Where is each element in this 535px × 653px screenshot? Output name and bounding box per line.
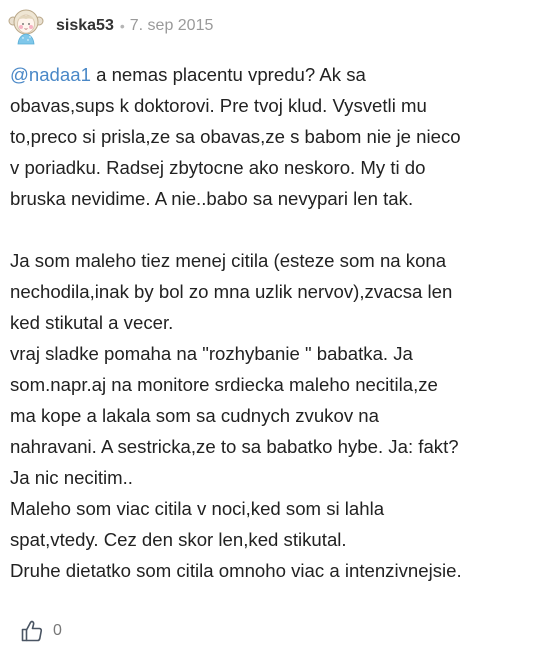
comment-header bbox=[8, 6, 213, 46]
comment-line: Druhe dietatko som citila omnoho viac a intenzivnejsie. bbox=[10, 560, 462, 581]
comment-line: obavas,sups k doktorovi. Pre tvoj klud. Vysvetli mu bbox=[10, 95, 427, 116]
comment-line: nahravani. A sestricka,ze to sa babatko hybe. Ja: fakt? bbox=[10, 436, 459, 457]
comment-line: to,preco si prisla,ze sa obavas,ze s babom nie je nieco bbox=[10, 126, 461, 147]
comment-footer bbox=[20, 619, 62, 643]
comment-line: Ja nic necitim.. bbox=[10, 467, 133, 488]
user-mention-link[interactable]: @nadaa1 bbox=[10, 64, 91, 85]
like-count: 0 bbox=[53, 622, 62, 639]
comment-line: vraj sladke pomaha na "rozhybanie " babatka. Ja bbox=[10, 343, 413, 364]
comment-line-text: a nemas placentu vpredu? Ak sa bbox=[90, 64, 366, 85]
comment-line: Maleho som viac citila v noci,ked som si lahla bbox=[10, 498, 385, 519]
comment-line: bruska nevidime. A nie..babo sa nevypari len tak. bbox=[10, 188, 414, 209]
comment-line: Ja som maleho tiez menej citila (esteze som na kona bbox=[10, 250, 447, 271]
date-separator: • bbox=[119, 18, 125, 34]
comment-line: ked stikutal a vecer. bbox=[10, 312, 174, 333]
comment-paragraph-2 bbox=[10, 245, 528, 586]
comment-line: nechodila,inak by bol zo mna uzlik nervov),zvacsa len bbox=[10, 281, 453, 302]
comment-line: som.napr.aj na monitore srdiecka maleho necitila,ze bbox=[10, 374, 438, 395]
comment-line: v poriadku. Radsej zbytocne ako neskoro. My ti do bbox=[10, 157, 426, 178]
author-name[interactable]: siska53 bbox=[56, 17, 114, 34]
thumbs-up-icon[interactable] bbox=[20, 619, 44, 643]
girl-avatar-icon[interactable] bbox=[8, 7, 44, 45]
comment-paragraph-1 bbox=[10, 59, 528, 214]
comment-line: spat,vtedy. Cez den skor len,ked stikutal. bbox=[10, 529, 347, 550]
comment-line: ma kope a lakala som sa cudnych zvukov na bbox=[10, 405, 379, 426]
comment-line bbox=[10, 59, 528, 90]
comment-date: 7. sep 2015 bbox=[129, 17, 214, 34]
comment-body bbox=[10, 59, 528, 586]
